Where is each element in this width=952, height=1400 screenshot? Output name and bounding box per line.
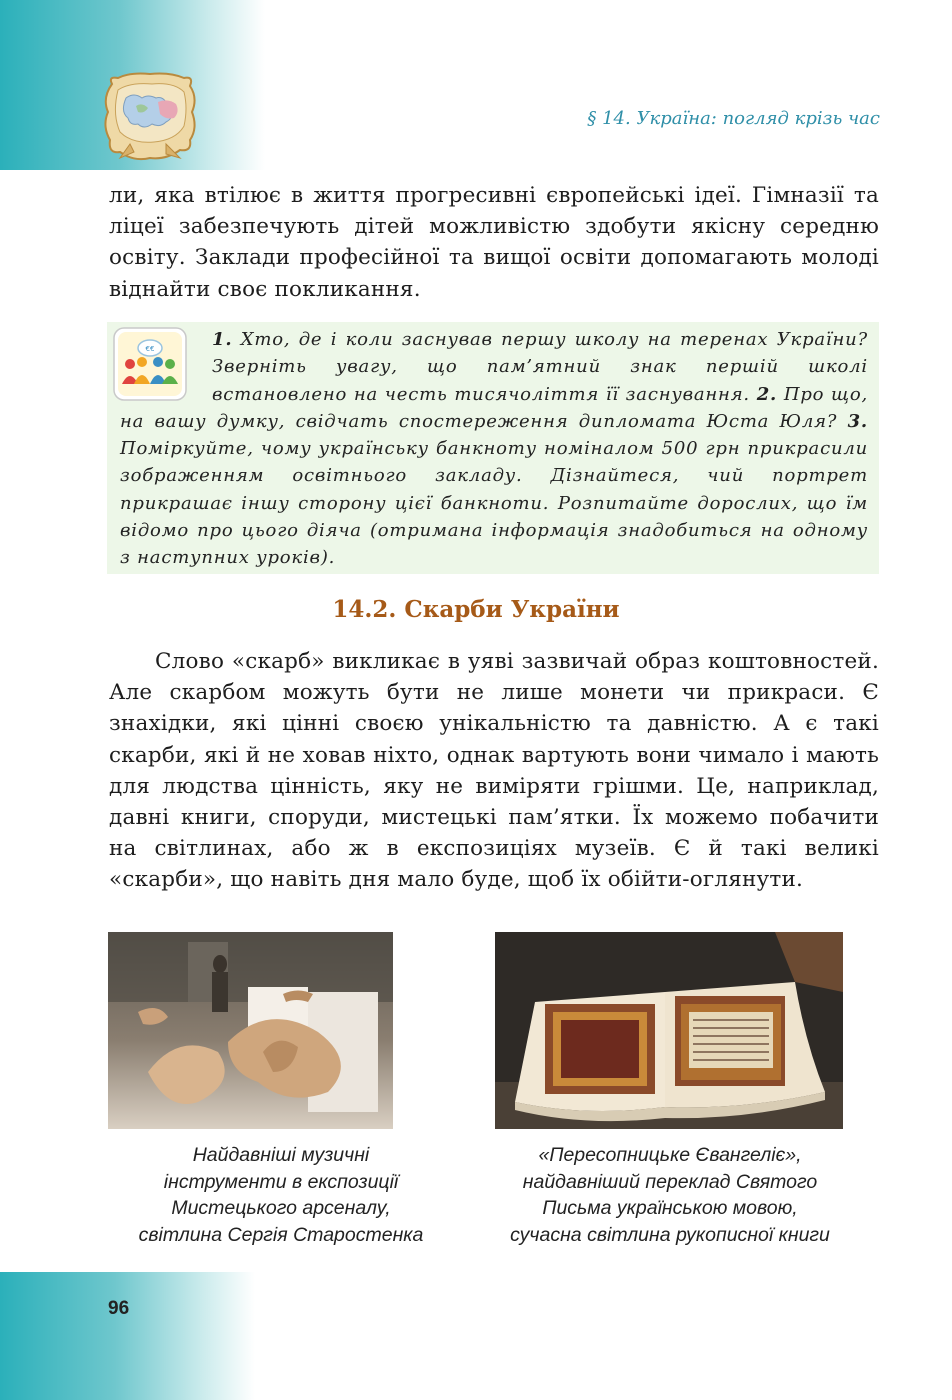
caption-line: «Пересопницьке Євангеліє»,	[538, 1144, 802, 1166]
question-text-3: Поміркуйте, чому українську банкноту номіналом 500 грн прикрасили зображенням освітнього закладу. Дізнайтеся, чий портрет прикрашає іншу сторону цієї банкноти. Розпитайте дорослих, що їм відомо про цього діяча (отримана інформація знадобиться на одному з наступних уроків).	[120, 438, 868, 569]
caption-line: Найдавніші музичні	[192, 1144, 370, 1166]
question-number-1: 1.	[212, 329, 233, 350]
svg-text:€€: €€	[145, 345, 155, 353]
europe-map-emblem-icon	[100, 68, 200, 164]
question-number-2: 2.	[756, 383, 778, 405]
caption-line: світлина Сергія Старостенка	[138, 1223, 424, 1246]
decorative-corner-bottom	[0, 1272, 255, 1400]
task-questions	[120, 326, 868, 572]
question-text-1: Хто, де і коли заснував першу школу на теренах України? Зверніть увагу, що пам’ятний знак першій школі встановлено на честь тисячоліття її заснування.	[212, 329, 868, 405]
museum-instruments-photo	[108, 932, 393, 1129]
section-paragraph: Слово «скарб» викликає в уяві зазвичай образ коштовностей. Але скарбом можуть бути не лише монети чи прикраси. Є знахідки, які цінні своєю унікальністю та давністю. А є такі скарби, які й не ховав ніхто, однак вартують вони чимало і мають для людства цінність, яку не виміряти грішми. Це, наприклад, давні книги, споруди, мистецькі пам’ятки. Їх можемо побачити на світлинах, або ж в експозиціях музеїв. Є й такі великі «скарби», що навіть дня мало буде, щоб їх обійти-оглянути.	[109, 649, 879, 893]
caption-line: інструменти в експозиції	[163, 1170, 399, 1193]
question-number-3: 3.	[847, 410, 868, 432]
figure-caption-1	[108, 1142, 454, 1248]
figure-caption-2	[480, 1142, 860, 1248]
peresopnytsia-gospel-photo	[495, 932, 843, 1129]
running-head: § 14. Україна: погляд крізь час	[587, 108, 880, 129]
caption-line: сучасна світлина рукописної книги	[510, 1223, 830, 1246]
caption-line: найдавніший переклад Святого	[522, 1170, 818, 1193]
page-number: 96	[108, 1298, 130, 1319]
caption-line: Мистецького арсеналу,	[171, 1197, 391, 1219]
caption-line: Письма українською мовою,	[542, 1197, 798, 1219]
intro-paragraph: ли, яка втілює в життя прогресивні європейські ідеї. Гімназії та ліцеї забезпечують дітей можливістю здобути якісну середню освіту. Заклади професійної та вищої освіти допомагають молоді віднайти своє покликання.	[109, 183, 879, 302]
section-title: 14.2. Скарби України	[332, 596, 620, 623]
question-text-2: Про що, на вашу думку, свідчать спостереження дипломата Юста Юля?	[120, 383, 868, 432]
